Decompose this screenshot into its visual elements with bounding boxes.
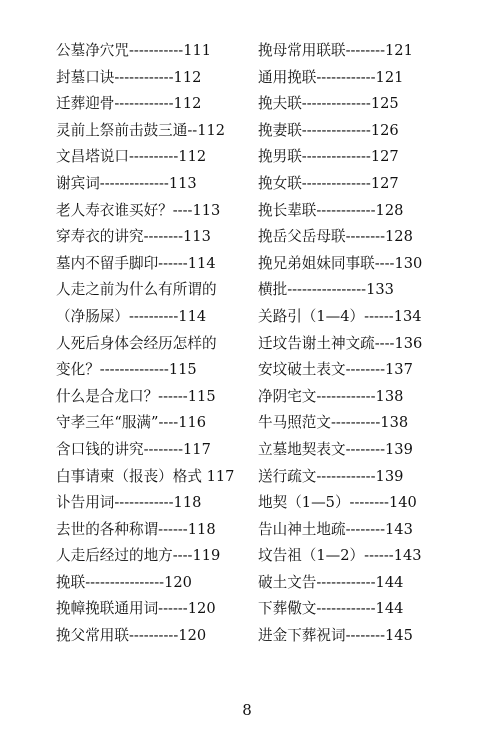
- toc-entry: 挽联----------------120: [56, 573, 192, 591]
- toc-entry: 守孝三年“服满”----116: [56, 414, 207, 432]
- toc-entry: 送行疏文------------139: [258, 467, 404, 485]
- toc-entry: 公墓净穴咒-----------111: [56, 42, 212, 59]
- toc-entry: 迁坟告谢土神文疏----136: [258, 334, 423, 352]
- toc-entry: 墓内不留手脚印------114: [56, 254, 216, 272]
- toc-entry: 讣告用词------------118: [56, 494, 202, 512]
- toc-entry: 挽妻联--------------126: [258, 121, 399, 139]
- toc-entry: 挽女联--------------127: [258, 174, 399, 192]
- toc-left-column: [56, 38, 234, 650]
- toc-entry: 挽岳父岳母联--------128: [258, 228, 413, 246]
- toc-entry: 牛马照范文----------138: [258, 414, 409, 432]
- toc-entry: 文昌塔说口----------112: [56, 148, 207, 166]
- toc-entry: 人走之前为什么有所谓的: [56, 281, 217, 299]
- page-number: 8: [242, 701, 252, 719]
- toc-entry: 去世的各种称谓------118: [56, 520, 216, 538]
- toc-entry: 坟告祖（1—2）------143: [258, 547, 422, 565]
- toc-entry: 进金下葬祝词--------145: [258, 627, 413, 645]
- toc-entry: 挽长辈联------------128: [258, 201, 404, 219]
- toc-entry: 含口钱的讲究--------117: [56, 440, 211, 458]
- toc-entry: 封墓口诀------------112: [56, 68, 202, 86]
- toc-entry: 地契（1—5）--------140: [258, 494, 417, 512]
- toc-entry: 通用挽联------------121: [258, 68, 404, 86]
- toc-entry: 挽兄弟姐妹同事联----130: [258, 254, 423, 272]
- toc-entry: 净阴宅文------------138: [258, 387, 404, 405]
- toc-entry: 安坟破土表文--------137: [258, 361, 413, 379]
- toc-entry: 破土文告------------144: [258, 573, 404, 591]
- toc-entry: 挽母常用联联--------121: [258, 42, 413, 59]
- toc-entry: 老人寿衣谁买好？----113: [56, 201, 221, 219]
- toc-entry: （净肠屎）----------114: [56, 307, 207, 325]
- toc-entry: 什么是合龙口？------115: [56, 387, 216, 405]
- toc-entry: 下葬儆文------------144: [258, 600, 404, 618]
- toc-entry: 挽夫联--------------125: [258, 95, 399, 113]
- toc-entry: 人死后身体会经历怎样的: [56, 334, 217, 352]
- toc-entry: 横批----------------133: [258, 281, 394, 299]
- toc-entry: 挽父常用联----------120: [56, 627, 207, 645]
- toc-entry: 关路引（1—4）------134: [258, 307, 422, 325]
- toc-entry: 灵前上祭前击鼓三通--112: [56, 121, 226, 139]
- toc-entry: 挽男联--------------127: [258, 148, 399, 166]
- toc-entry: 谢宾词--------------113: [56, 174, 197, 192]
- toc-entry: 挽幛挽联通用词------120: [56, 600, 216, 618]
- toc-entry: 白事请柬（报丧）格式 117: [56, 467, 234, 485]
- toc-right-column: [258, 38, 436, 650]
- toc-entry: 立墓地契表文--------139: [258, 440, 413, 458]
- toc-entry: 告山神土地疏--------143: [258, 520, 413, 538]
- toc-entry: 变化？--------------115: [56, 361, 197, 379]
- toc-entry: 人走后经过的地方----119: [56, 547, 221, 565]
- toc-entry: 穿寿衣的讲究--------113: [56, 228, 211, 246]
- toc-entry: 迁葬迎骨------------112: [56, 95, 202, 113]
